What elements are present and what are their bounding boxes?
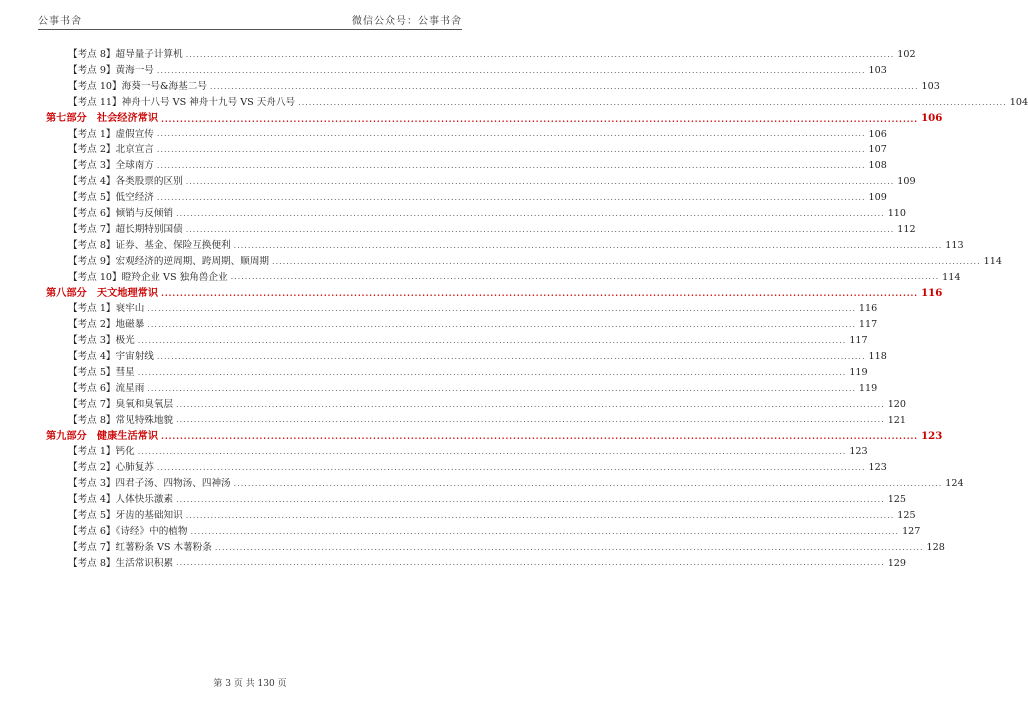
toc-label: 【考点 4】各类股票的区别 [68,176,183,188]
toc-leader-dots: ........................................................................................................................................................................................................ [161,431,919,442]
toc-entry[interactable] [46,206,906,222]
toc-leader-dots: ........................................................................................................................................................................................................ [185,224,895,234]
toc-leader-dots: ........................................................................................................................................................................................................ [147,383,856,393]
toc-entry[interactable] [46,381,878,397]
toc-label: 【考点 8】超导量子计算机 [68,49,183,61]
toc-label: 【考点 6】《诗经》中的植物 [68,525,188,537]
toc-page-number: 117 [858,319,878,331]
toc-page-number: 119 [858,382,878,394]
header-left-title: 公事书舍 [38,16,82,27]
toc-page-number: 103 [868,65,887,77]
toc-leader-dots: ........................................................................................................................................................................................................ [230,272,940,282]
toc-leader-dots: ........................................................................................................................................................................................................ [176,399,885,409]
toc-label: 第八部分 天文地理常识 [46,287,159,300]
toc-label: 【考点 2】心肺复苏 [68,462,154,474]
toc-page-number: 116 [858,303,878,315]
toc-entry[interactable] [46,63,887,79]
toc-leader-dots: ........................................................................................................................................................................................................ [233,478,943,488]
toc-entry[interactable] [46,47,916,63]
toc-page-number: 107 [868,144,887,156]
toc-leader-dots: ........................................................................................................................................................................................................ [156,65,866,75]
toc-page-number: 110 [887,208,906,220]
toc-entry[interactable] [46,508,916,524]
toc-label: 【考点 7】臭氧和臭氧层 [68,398,174,410]
toc-label: 【考点 3】四君子汤、四物汤、四神汤 [68,478,231,490]
toc-label: 【考点 8】证券、基金、保险互换便利 [68,239,231,251]
toc-page-number: 120 [887,398,906,410]
toc-page-number: 103 [921,80,940,92]
toc-leader-dots: ........................................................................................................................................................................................................ [156,192,866,202]
toc-page-number: 112 [897,223,916,235]
toc-leader-dots: ........................................................................................................................................................................................................ [214,542,924,552]
toc-entry[interactable] [46,269,961,285]
toc-leader-dots: ........................................................................................................................................................................................................ [176,208,885,218]
toc-page-number: 123 [868,462,887,474]
toc-page-number: 102 [897,49,916,61]
toc-page-number: 117 [849,335,868,347]
toc-page-number: 127 [902,525,921,537]
toc-label: 【考点 9】宏观经济的逆周期、跨周期、顺周期 [68,255,270,267]
toc-page-number: 119 [849,366,868,378]
toc-entry[interactable] [46,524,921,540]
toc-section[interactable] [46,428,943,444]
toc-label: 【考点 10】海葵一号&海基二号 [68,80,207,92]
toc-entry[interactable] [46,190,887,206]
toc-page-number: 104 [1009,96,1028,108]
toc-label: 【考点 4】宇宙射线 [68,351,154,363]
toc-label: 【考点 4】人体快乐激素 [68,494,174,506]
header-divider [38,29,462,30]
toc-label: 【考点 1】钙化 [68,446,135,458]
page-footer: 第 3 页 共 130 页 [213,679,287,689]
toc-leader-dots: ........................................................................................................................................................................................................ [147,320,856,330]
toc-page-number: 118 [868,351,887,363]
toc-leader-dots: ........................................................................................................................................................................................................ [185,49,895,59]
toc-entry[interactable] [46,222,916,238]
toc-entry[interactable] [46,397,906,413]
toc-label: 【考点 3】全球南方 [68,160,154,172]
toc-leader-dots: ........................................................................................................................................................................................................ [185,510,895,520]
toc-label: 【考点 1】衰牢山 [68,303,145,315]
toc-entry[interactable] [46,79,940,95]
toc-page-number: 109 [868,192,887,204]
toc-leader-dots: ........................................................................................................................................................................................................ [176,494,885,504]
toc-leader-dots: ........................................................................................................................................................................................................ [156,129,866,139]
toc-label: 【考点 1】虚假宣传 [68,128,154,140]
toc-leader-dots: ........................................................................................................................................................................................................ [161,288,919,299]
toc-label: 【考点 11】神舟十八号 VS 神舟十九号 VS 天舟八号 [68,96,296,108]
toc-leader-dots: ........................................................................................................................................................................................................ [137,447,847,457]
toc-page-number: 123 [921,430,943,443]
toc-leader-dots: ........................................................................................................................................................................................................ [209,81,919,91]
toc-entry[interactable] [46,492,906,508]
toc-label: 【考点 5】低空经济 [68,192,154,204]
toc-entry[interactable] [46,126,887,142]
toc-entry[interactable] [46,556,906,572]
toc-label: 【考点 2】地磁暴 [68,319,145,331]
table-of-contents [46,47,1028,571]
toc-leader-dots: ........................................................................................................................................................................................................ [137,367,847,377]
toc-label: 【考点 7】红薯粉条 VS 木薯粉条 [68,541,212,553]
toc-entry[interactable] [46,95,1028,111]
toc-entry[interactable] [46,238,964,254]
toc-leader-dots: ........................................................................................................................................................................................................ [272,256,981,266]
toc-leader-dots: ........................................................................................................................................................................................................ [161,113,919,124]
toc-leader-dots: ........................................................................................................................................................................................................ [176,558,885,568]
toc-entry[interactable] [46,142,887,158]
toc-leader-dots: ........................................................................................................................................................................................................ [185,177,895,187]
toc-label: 【考点 10】瞪羚企业 VS 独角兽企业 [68,271,228,283]
toc-label: 【考点 5】彗星 [68,366,135,378]
toc-leader-dots: ........................................................................................................................................................................................................ [137,335,847,345]
toc-leader-dots: ........................................................................................................................................................................................................ [233,240,943,250]
toc-label: 第九部分 健康生活常识 [46,430,159,443]
toc-leader-dots: ........................................................................................................................................................................................................ [176,415,885,425]
toc-label: 【考点 2】北京宣言 [68,144,154,156]
toc-page-number: 106 [868,128,887,140]
toc-entry[interactable] [46,444,868,460]
header-right-wechat: 微信公众号：公事书舍 [352,16,462,27]
toc-label: 【考点 9】黄海一号 [68,65,154,77]
toc-label: 【考点 8】生活常识积累 [68,557,174,569]
toc-label: 【考点 6】倾销与反倾销 [68,208,174,220]
toc-entry[interactable] [46,349,887,365]
toc-leader-dots: ........................................................................................................................................................................................................ [147,304,856,314]
toc-leader-dots: ........................................................................................................................................................................................................ [156,145,866,155]
toc-leader-dots: ........................................................................................................................................................................................................ [156,161,866,171]
toc-leader-dots: ........................................................................................................................................................................................................ [156,351,866,361]
toc-entry[interactable] [46,365,868,381]
toc-page-number: 129 [887,557,906,569]
toc-label: 第七部分 社会经济常识 [46,112,159,125]
toc-leader-dots: ........................................................................................................................................................................................................ [190,526,900,536]
toc-page-number: 113 [945,239,964,251]
toc-page-number: 125 [887,494,906,506]
toc-page-number: 114 [942,271,961,283]
toc-entry[interactable] [46,254,1002,270]
toc-entry[interactable] [46,460,887,476]
toc-label: 【考点 7】超长期特别国债 [68,223,183,235]
toc-leader-dots: ........................................................................................................................................................................................................ [156,463,866,473]
toc-entry[interactable] [46,333,868,349]
toc-page-number: 121 [887,414,906,426]
toc-entry[interactable] [46,540,945,556]
toc-label: 【考点 3】极光 [68,335,135,347]
toc-entry[interactable] [46,301,878,317]
toc-page-number: 116 [921,287,943,300]
toc-entry[interactable] [46,158,887,174]
toc-leader-dots: ........................................................................................................................................................................................................ [298,97,1007,107]
toc-entry[interactable] [46,412,906,428]
toc-section[interactable] [46,285,943,301]
toc-page-number: 109 [897,176,916,188]
toc-page-number: 123 [849,446,868,458]
toc-page-number: 114 [983,255,1002,267]
toc-page-number: 128 [926,541,945,553]
toc-page-number: 125 [897,509,916,521]
toc-entry[interactable] [46,174,916,190]
toc-entry[interactable] [46,317,878,333]
toc-page-number: 124 [945,478,964,490]
toc-label: 【考点 5】牙齿的基础知识 [68,509,183,521]
toc-label: 【考点 8】常见特殊地貌 [68,414,174,426]
toc-page-number: 108 [868,160,887,172]
toc-section[interactable] [46,111,943,127]
toc-entry[interactable] [46,476,964,492]
toc-label: 【考点 6】流星雨 [68,382,145,394]
toc-page-number: 106 [921,112,943,125]
